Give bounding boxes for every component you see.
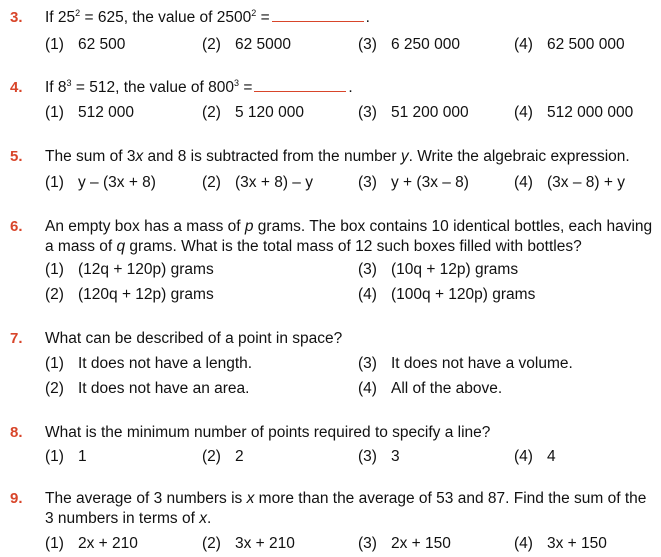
question-number: 5. [10, 148, 23, 165]
question-text-line-1: An empty box has a mass of p grams. The box contains 10 identical bottles, each having [45, 218, 653, 235]
option-4[interactable]: (4) 4 [514, 448, 556, 465]
question-text: If $8^3 = 512$, the value of $800^3$ = . [45, 78, 353, 96]
option-4[interactable]: (4) 512 000 000 [514, 104, 634, 121]
question-text: The sum of 3x and 8 is subtracted from the number y. Write the algebraic expression. [45, 148, 630, 165]
question-text: What is the minimum number of points required to specify a line? [45, 424, 491, 441]
option-2[interactable]: (2) (120q + 12p) grams [45, 286, 214, 303]
option-2[interactable]: (2) 5 120 000 [202, 104, 304, 121]
option-4[interactable]: (4) (100q + 120p) grams [358, 286, 536, 303]
option-2[interactable]: (2) 2 [202, 448, 244, 465]
option-2[interactable]: (2) 62 5000 [202, 36, 292, 53]
option-4[interactable]: (4) All of the above. [358, 380, 503, 397]
question-text-line-2: a mass of q grams. What is the total mass of 12 such boxes filled with bottles? [45, 238, 582, 255]
option-3[interactable]: (3) It does not have a volume. [358, 355, 573, 372]
option-3[interactable]: (3) 2x + 150 [358, 535, 451, 552]
option-3[interactable]: (3) y + (3x – 8) [358, 174, 469, 191]
question-number: 4. [10, 79, 23, 96]
option-3[interactable]: (3) 3 [358, 448, 400, 465]
option-4[interactable]: (4) 62 500 000 [514, 36, 625, 53]
option-2[interactable]: (2) It does not have an area. [45, 380, 250, 397]
option-4[interactable]: (4) 3x + 150 [514, 535, 607, 552]
question-number: 8. [10, 424, 23, 441]
question-number: 3. [10, 9, 23, 26]
option-4[interactable]: (4) (3x – 8) + y [514, 174, 625, 191]
option-3[interactable]: (3) (10q + 12p) grams [358, 261, 519, 278]
option-1[interactable]: (1) 512 000 [45, 104, 135, 121]
option-1[interactable]: (1) 62 500 [45, 36, 126, 53]
option-1[interactable]: (1) It does not have a length. [45, 355, 253, 372]
option-1[interactable]: (1) y – (3x + 8) [45, 174, 156, 191]
option-1[interactable]: (1) (12q + 120p) grams [45, 261, 214, 278]
option-1[interactable]: (1) 2x + 210 [45, 535, 138, 552]
option-2[interactable]: (2) 3x + 210 [202, 535, 295, 552]
option-3[interactable]: (3) 51 200 000 [358, 104, 469, 121]
option-2[interactable]: (2) (3x + 8) – y [202, 174, 313, 191]
question-number: 7. [10, 330, 23, 347]
option-1[interactable]: (1) 1 [45, 448, 87, 465]
answer-blank [254, 81, 346, 92]
answer-blank [272, 11, 364, 22]
question-text: What can be described of a point in space? [45, 330, 343, 347]
question-number: 6. [10, 218, 23, 235]
question-text-line-2: 3 numbers in terms of x. [45, 510, 212, 527]
option-3[interactable]: (3) 6 250 000 [358, 36, 460, 53]
question-text-line-1: The average of 3 numbers is x more than the average of 53 and 87. Find the sum of the [45, 490, 647, 507]
question-number: 9. [10, 490, 23, 507]
question-text: If $25^2 = 625$, the value of $2500^2$ = . [45, 8, 370, 26]
